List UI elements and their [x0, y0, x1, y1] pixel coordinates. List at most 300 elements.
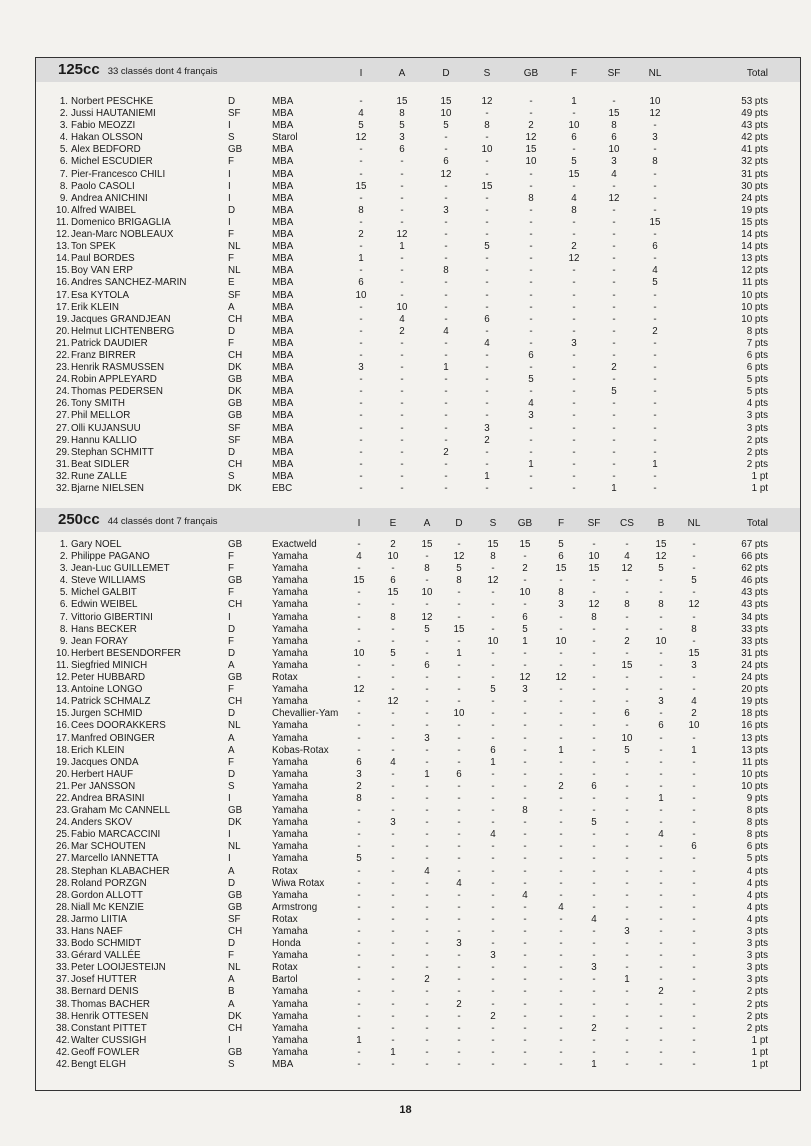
score-cell: -	[592, 889, 596, 901]
score-cell: 15	[555, 563, 567, 575]
score-cell: 1	[528, 458, 534, 470]
rider-bike: MBA	[272, 241, 294, 253]
score-cell: -	[625, 672, 629, 684]
score-cell: -	[444, 410, 448, 422]
column-header: NL	[648, 68, 662, 79]
score-cell: -	[592, 974, 596, 986]
rider-name: Roland PORZGN	[71, 877, 147, 889]
score-cell: 1	[390, 1046, 396, 1058]
score-cell: -	[359, 241, 363, 253]
table-row	[0, 829, 811, 841]
score-cell: -	[357, 913, 361, 925]
score-cell: -	[692, 974, 696, 986]
table-row	[0, 229, 811, 241]
rider-nationality: D	[228, 623, 236, 635]
score-cell: -	[659, 1046, 663, 1058]
score-cell: -	[572, 410, 576, 422]
section-title	[58, 511, 218, 528]
rider-bike: Yamaha	[272, 720, 308, 732]
score-cell: -	[523, 865, 527, 877]
rider-nationality: D	[228, 325, 236, 337]
rider-nationality: F	[228, 337, 234, 349]
score-cell: -	[444, 192, 448, 204]
score-cell: -	[592, 539, 596, 550]
score-cell: -	[491, 672, 495, 684]
score-cell: -	[612, 325, 616, 337]
score-cell: 8	[624, 599, 630, 611]
score-cell: -	[659, 817, 663, 829]
score-cell: -	[485, 289, 489, 301]
rider-total: 4 pts	[746, 913, 768, 925]
score-cell: 1	[658, 792, 664, 804]
score-cell: -	[592, 901, 596, 913]
score-cell: -	[425, 829, 429, 841]
score-cell: -	[400, 168, 404, 180]
score-cell: -	[559, 659, 563, 671]
rider-nationality: GB	[228, 575, 243, 587]
table-row	[0, 950, 811, 962]
score-cell: -	[523, 913, 527, 925]
score-cell: 10	[481, 144, 493, 156]
score-cell: -	[400, 277, 404, 289]
score-cell: -	[444, 337, 448, 349]
rider-bike: MBA	[272, 470, 294, 482]
score-cell: -	[457, 539, 461, 550]
rider-name: Antoine LONGO	[71, 684, 143, 696]
rider-bike: MBA	[272, 422, 294, 434]
rider-name: Patrick DAUDIER	[71, 337, 148, 349]
score-cell: 10	[519, 587, 531, 599]
score-cell: -	[357, 732, 361, 744]
column-header: GB	[523, 68, 539, 79]
score-cell: 15	[487, 539, 499, 550]
score-cell: -	[391, 998, 395, 1010]
score-cell: 10	[396, 301, 408, 313]
rider-total: 43 pts	[741, 587, 768, 599]
column-header: GB	[517, 518, 533, 529]
score-cell: -	[523, 756, 527, 768]
rider-name: Franz BIRRER	[71, 349, 136, 361]
score-cell: 6	[358, 277, 364, 289]
score-cell: -	[444, 301, 448, 313]
rider-nationality: DK	[228, 817, 242, 829]
score-cell: 10	[649, 96, 661, 107]
score-cell: -	[491, 792, 495, 804]
score-cell: 1	[652, 458, 658, 470]
rider-position: 19.	[56, 756, 70, 768]
score-cell: -	[444, 398, 448, 410]
score-cell: -	[457, 1022, 461, 1034]
score-cell: -	[391, 962, 395, 974]
score-cell: -	[659, 950, 663, 962]
score-cell: -	[391, 599, 395, 611]
rider-total: 11 pts	[742, 756, 768, 768]
rider-name: Walter CUSSIGH	[71, 1034, 147, 1046]
score-cell: -	[425, 853, 429, 865]
score-cell: -	[572, 434, 576, 446]
rider-nationality: GB	[228, 539, 243, 550]
section-title	[58, 61, 218, 78]
rider-position: 2.	[59, 108, 68, 120]
rider-name: Fabio MEOZZI	[71, 120, 136, 132]
score-cell: 8	[558, 587, 564, 599]
score-cell: -	[529, 446, 533, 458]
score-cell: 2	[358, 229, 364, 241]
rider-nationality: CH	[228, 313, 243, 325]
score-cell: 2	[571, 241, 577, 253]
table-row	[0, 338, 811, 350]
rider-nationality: E	[228, 277, 235, 289]
score-cell: 8	[528, 192, 534, 204]
score-cell: -	[523, 817, 527, 829]
rider-name: Bernard DENIS	[71, 986, 139, 998]
score-cell: -	[400, 289, 404, 301]
score-cell: -	[359, 313, 363, 325]
rider-nationality: SF	[228, 434, 241, 446]
rider-position: 33.	[56, 962, 70, 974]
score-cell: 8	[611, 120, 617, 132]
score-cell: -	[659, 611, 663, 623]
score-cell: -	[485, 410, 489, 422]
score-cell: 10	[353, 647, 365, 659]
rider-bike: EBC	[272, 483, 293, 494]
rider-nationality: DK	[228, 1010, 242, 1022]
rider-nationality: I	[228, 853, 231, 865]
score-cell: -	[692, 938, 696, 950]
table-row	[0, 745, 811, 757]
score-cell: -	[425, 684, 429, 696]
score-cell: 5	[424, 623, 430, 635]
score-cell: -	[357, 659, 361, 671]
table-row	[0, 144, 811, 156]
rider-total: 12 pts	[741, 265, 768, 277]
rider-nationality: NL	[228, 841, 241, 853]
rider-bike: Yamaha	[272, 563, 308, 575]
score-cell: 10	[655, 635, 667, 647]
rider-name: Robin APPLEYARD	[71, 374, 157, 386]
rider-nationality: D	[228, 938, 236, 950]
score-cell: -	[692, 611, 696, 623]
score-cell: -	[572, 374, 576, 386]
score-cell: -	[659, 732, 663, 744]
score-cell: -	[529, 168, 533, 180]
rider-nationality: I	[228, 792, 231, 804]
score-cell: -	[357, 635, 361, 647]
rider-position: 4.	[59, 132, 68, 144]
score-cell: -	[523, 974, 527, 986]
rider-total: 19 pts	[741, 696, 768, 708]
rider-bike: MBA	[272, 144, 294, 156]
score-cell: -	[359, 96, 363, 107]
score-cell: -	[692, 829, 696, 841]
score-cell: -	[612, 374, 616, 386]
rider-position: 38.	[56, 986, 70, 998]
rider-position: 10.	[56, 204, 70, 216]
rider-bike: Yamaha	[272, 829, 308, 841]
rider-bike: Yamaha	[272, 623, 308, 635]
score-cell: -	[491, 1059, 495, 1071]
score-cell: 15	[421, 539, 433, 550]
score-cell: -	[625, 780, 629, 792]
table-row	[0, 120, 811, 132]
table-row	[0, 290, 811, 302]
table-row	[0, 410, 811, 422]
score-cell: -	[692, 756, 696, 768]
score-cell: 15	[481, 180, 493, 192]
score-cell: -	[391, 805, 395, 817]
score-cell: -	[592, 926, 596, 937]
score-cell: -	[359, 374, 363, 386]
score-cell: -	[457, 1034, 461, 1046]
score-cell: 5	[658, 563, 664, 575]
rider-total: 5 pts	[746, 386, 768, 398]
rider-name: Stephan SCHMITT	[71, 446, 154, 458]
score-cell: -	[572, 216, 576, 228]
score-cell: 8	[652, 156, 658, 168]
score-cell: -	[659, 756, 663, 768]
score-cell: -	[359, 349, 363, 361]
score-cell: -	[625, 865, 629, 877]
rider-name: Norbert PESCHKE	[71, 96, 154, 107]
rider-total: 3 pts	[746, 962, 768, 974]
rider-name: Gordon ALLOTT	[71, 889, 143, 901]
rider-nationality: CH	[228, 458, 243, 470]
score-cell: -	[357, 817, 361, 829]
score-cell: -	[400, 156, 404, 168]
score-cell: 4	[399, 313, 405, 325]
rider-position: 29.	[56, 434, 70, 446]
score-cell: -	[653, 422, 657, 434]
rider-total: 49 pts	[741, 108, 768, 120]
rider-position: 1.	[59, 96, 68, 107]
table-row	[0, 648, 811, 660]
rider-bike: Wiwa Rotax	[272, 877, 325, 889]
score-cell: -	[485, 362, 489, 374]
rider-name: Henrik OTTESEN	[71, 1010, 149, 1022]
table-row	[0, 672, 811, 684]
rider-bike: MBA	[272, 96, 294, 107]
score-cell: -	[400, 374, 404, 386]
score-cell: -	[457, 756, 461, 768]
score-cell: -	[625, 587, 629, 599]
score-cell: 5	[652, 277, 658, 289]
rider-nationality: DK	[228, 362, 242, 374]
score-cell: -	[491, 599, 495, 611]
rider-total: 33 pts	[741, 635, 768, 647]
rider-total: 2 pts	[746, 1010, 768, 1022]
rider-nationality: SF	[228, 422, 241, 434]
score-cell: -	[444, 349, 448, 361]
score-cell: 2	[424, 974, 430, 986]
score-cell: 2	[356, 780, 362, 792]
rider-bike: MBA	[272, 410, 294, 422]
score-cell: 5	[611, 386, 617, 398]
rider-position: 32.	[56, 470, 70, 482]
score-cell: -	[572, 386, 576, 398]
rider-nationality: F	[228, 635, 234, 647]
rider-bike: Yamaha	[272, 768, 308, 780]
rider-nationality: GB	[228, 889, 243, 901]
score-cell: -	[357, 1010, 361, 1022]
score-cell: -	[653, 337, 657, 349]
score-cell: -	[659, 623, 663, 635]
rider-bike: Yamaha	[272, 587, 308, 599]
score-cell: 1	[558, 744, 564, 756]
score-cell: 15	[453, 623, 465, 635]
rider-name: Olli KUJANSUU	[71, 422, 141, 434]
rider-total: 43 pts	[741, 120, 768, 132]
score-cell: 1	[358, 253, 364, 265]
score-cell: -	[400, 483, 404, 494]
score-cell: -	[692, 877, 696, 889]
table-row	[0, 132, 811, 144]
rider-position: 26.	[56, 841, 70, 853]
score-cell: -	[659, 659, 663, 671]
score-cell: -	[485, 325, 489, 337]
table-row	[0, 805, 811, 817]
rider-name: Mar SCHOUTEN	[71, 841, 146, 853]
rider-position: 33.	[56, 938, 70, 950]
rider-total: 8 pts	[746, 325, 768, 337]
table-row	[0, 986, 811, 998]
score-cell: -	[391, 853, 395, 865]
score-cell: -	[491, 877, 495, 889]
score-cell: -	[457, 829, 461, 841]
rider-total: 4 pts	[746, 398, 768, 410]
score-cell: -	[391, 1034, 395, 1046]
rider-bike: MBA	[272, 374, 294, 386]
score-cell: 5	[624, 744, 630, 756]
score-cell: -	[659, 877, 663, 889]
score-cell: -	[559, 1034, 563, 1046]
score-cell: -	[523, 780, 527, 792]
score-cell: -	[400, 458, 404, 470]
score-cell: -	[523, 986, 527, 998]
rider-name: Josef HUTTER	[71, 974, 137, 986]
rider-nationality: D	[228, 647, 236, 659]
score-cell: 3	[652, 132, 658, 144]
score-cell: -	[653, 229, 657, 241]
score-cell: -	[625, 962, 629, 974]
score-cell: -	[659, 962, 663, 974]
score-cell: -	[391, 744, 395, 756]
rider-nationality: F	[228, 684, 234, 696]
score-cell: -	[559, 805, 563, 817]
rider-total: 1 pt	[751, 1046, 768, 1058]
score-cell: -	[391, 913, 395, 925]
score-cell: -	[457, 805, 461, 817]
rider-bike: MBA	[272, 313, 294, 325]
rider-bike: Yamaha	[272, 950, 308, 962]
score-cell: -	[659, 1034, 663, 1046]
score-cell: -	[592, 1010, 596, 1022]
rider-bike: Armstrong	[272, 901, 318, 913]
score-cell: -	[559, 623, 563, 635]
rider-position: 3.	[59, 563, 68, 575]
rider-nationality: D	[228, 768, 236, 780]
score-cell: -	[400, 265, 404, 277]
rider-position: 17.	[56, 289, 70, 301]
score-cell: -	[572, 422, 576, 434]
score-cell: -	[444, 458, 448, 470]
rider-position: 7.	[59, 611, 68, 623]
score-cell: -	[559, 913, 563, 925]
score-cell: 2	[399, 325, 405, 337]
score-cell: -	[625, 901, 629, 913]
score-cell: -	[572, 446, 576, 458]
table-row	[0, 386, 811, 398]
rider-bike: MBA	[272, 386, 294, 398]
rider-nationality: CH	[228, 696, 243, 708]
score-cell: -	[357, 611, 361, 623]
score-cell: 8	[358, 204, 364, 216]
score-cell: 10	[555, 635, 567, 647]
rider-name: Gary NOEL	[71, 539, 122, 550]
rider-bike: Yamaha	[272, 1010, 308, 1022]
rider-bike: Yamaha	[272, 1022, 308, 1034]
score-cell: -	[485, 168, 489, 180]
score-cell: -	[491, 732, 495, 744]
rider-nationality: F	[228, 950, 234, 962]
score-cell: -	[592, 829, 596, 841]
score-cell: 2	[522, 563, 528, 575]
rider-nationality: GB	[228, 374, 243, 386]
score-cell: 4	[358, 108, 364, 120]
table-row	[0, 265, 811, 277]
score-cell: -	[491, 720, 495, 732]
rider-nationality: D	[228, 877, 236, 889]
rider-nationality: F	[228, 229, 234, 241]
column-header: SF	[607, 68, 621, 79]
score-cell: -	[559, 708, 563, 720]
score-cell: -	[357, 539, 361, 550]
score-cell: -	[625, 938, 629, 950]
score-cell: -	[425, 672, 429, 684]
rider-nationality: GB	[228, 901, 243, 913]
score-cell: -	[357, 962, 361, 974]
rider-nationality: GB	[228, 1046, 243, 1058]
rider-total: 3 pts	[746, 974, 768, 986]
rider-position: 13.	[56, 684, 70, 696]
rider-bike: Chevallier-Yam	[272, 708, 339, 720]
score-cell: 1	[624, 974, 630, 986]
score-cell: -	[357, 950, 361, 962]
rider-total: 1 pt	[751, 1034, 768, 1046]
rider-name: Graham Mc CANNELL	[71, 805, 171, 817]
rider-position: 21.	[56, 337, 70, 349]
rider-name: Philippe PAGANO	[71, 551, 150, 563]
score-cell: -	[357, 1046, 361, 1058]
score-cell: 3	[611, 156, 617, 168]
score-cell: -	[485, 204, 489, 216]
score-cell: 5	[399, 120, 405, 132]
rider-bike: MBA	[272, 180, 294, 192]
score-cell: 10	[621, 732, 633, 744]
rider-bike: MBA	[272, 1059, 294, 1071]
score-cell: 12	[519, 672, 531, 684]
score-cell: -	[529, 386, 533, 398]
score-cell: 12	[621, 563, 633, 575]
score-cell: -	[491, 901, 495, 913]
score-cell: 3	[356, 768, 362, 780]
table-row	[0, 890, 811, 902]
score-cell: -	[529, 265, 533, 277]
score-cell: 1	[611, 483, 617, 494]
score-cell: -	[400, 192, 404, 204]
score-cell: 5	[522, 623, 528, 635]
rider-total: 14 pts	[741, 229, 768, 241]
rider-bike: Yamaha	[272, 817, 308, 829]
